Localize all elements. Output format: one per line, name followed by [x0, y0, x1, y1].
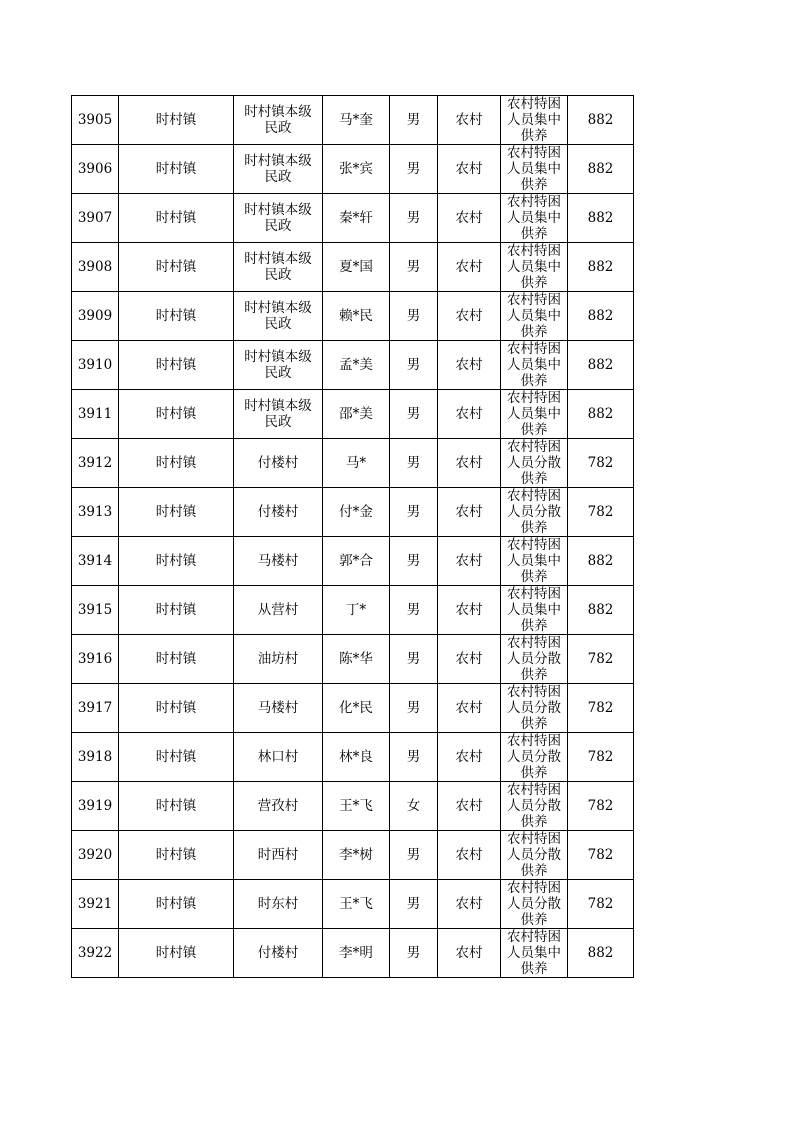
table-row [72, 292, 634, 341]
table-row [72, 488, 634, 537]
town-cell: 时村镇 [119, 390, 234, 439]
town-cell: 时村镇 [119, 782, 234, 831]
category-line: 供养 [520, 716, 548, 732]
category-line: 供养 [520, 128, 548, 144]
area-cell: 农村 [438, 831, 501, 880]
category-line: 农村特困 [507, 243, 561, 259]
unit-cell [234, 684, 323, 733]
town-cell: 时村镇 [119, 341, 234, 390]
name-cell: 付*金 [323, 488, 390, 537]
unit-cell [234, 831, 323, 880]
unit-line: 时村镇本级 [244, 104, 312, 120]
category-cell [501, 831, 568, 880]
category-line: 农村特困 [507, 782, 561, 798]
table-row [72, 684, 634, 733]
name-cell: 陈*华 [323, 635, 390, 684]
category-cell [501, 194, 568, 243]
category-line: 人员集中 [507, 406, 561, 422]
unit-line: 付楼村 [257, 455, 299, 471]
category-line: 人员集中 [507, 161, 561, 177]
table-row [72, 341, 634, 390]
unit-line: 民政 [264, 120, 292, 136]
town-cell: 时村镇 [119, 831, 234, 880]
table-row [72, 390, 634, 439]
unit-line: 民政 [264, 169, 292, 185]
unit-cell [234, 929, 323, 978]
gender-cell: 男 [390, 194, 438, 243]
amount-cell: 782 [568, 635, 634, 684]
unit-cell [234, 733, 323, 782]
unit-line: 民政 [264, 267, 292, 283]
gender-cell: 男 [390, 586, 438, 635]
unit-cell [234, 292, 323, 341]
row-number-cell: 3913 [72, 488, 119, 537]
area-cell: 农村 [438, 243, 501, 292]
gender-cell: 男 [390, 880, 438, 929]
category-line: 农村特困 [507, 194, 561, 210]
row-number-cell: 3906 [72, 145, 119, 194]
gender-cell: 男 [390, 537, 438, 586]
row-number-cell: 3907 [72, 194, 119, 243]
area-cell: 农村 [438, 586, 501, 635]
unit-line: 民政 [264, 414, 292, 430]
category-line: 供养 [520, 275, 548, 291]
unit-line: 时西村 [257, 847, 299, 863]
name-cell: 李*树 [323, 831, 390, 880]
amount-cell: 882 [568, 243, 634, 292]
unit-line: 付楼村 [257, 504, 299, 520]
category-line: 供养 [520, 520, 548, 536]
category-line: 人员分散 [507, 651, 561, 667]
area-cell: 农村 [438, 929, 501, 978]
town-cell: 时村镇 [119, 145, 234, 194]
category-line: 人员集中 [507, 602, 561, 618]
unit-line: 时村镇本级 [244, 153, 312, 169]
area-cell: 农村 [438, 341, 501, 390]
category-cell [501, 145, 568, 194]
gender-cell: 男 [390, 488, 438, 537]
unit-line: 油坊村 [257, 651, 299, 667]
unit-line: 付楼村 [257, 945, 299, 961]
gender-cell: 男 [390, 684, 438, 733]
unit-line: 马楼村 [257, 553, 299, 569]
row-number-cell: 3919 [72, 782, 119, 831]
table-row [72, 439, 634, 488]
name-cell: 孟*美 [323, 341, 390, 390]
row-number-cell: 3914 [72, 537, 119, 586]
amount-cell: 782 [568, 488, 634, 537]
table-row [72, 782, 634, 831]
category-line: 农村特困 [507, 684, 561, 700]
area-cell: 农村 [438, 733, 501, 782]
category-line: 人员分散 [507, 700, 561, 716]
area-cell: 农村 [438, 635, 501, 684]
unit-cell [234, 243, 323, 292]
data-table [71, 95, 634, 978]
unit-line: 时村镇本级 [244, 398, 312, 414]
town-cell: 时村镇 [119, 880, 234, 929]
table-row [72, 880, 634, 929]
category-line: 供养 [520, 422, 548, 438]
name-cell: 赖*民 [323, 292, 390, 341]
category-cell [501, 96, 568, 145]
name-cell: 马* [323, 439, 390, 488]
unit-cell [234, 194, 323, 243]
category-line: 农村特困 [507, 929, 561, 945]
category-line: 农村特困 [507, 390, 561, 406]
town-cell: 时村镇 [119, 684, 234, 733]
table-row [72, 635, 634, 684]
area-cell: 农村 [438, 488, 501, 537]
category-line: 人员集中 [507, 112, 561, 128]
table-row [72, 831, 634, 880]
category-line: 供养 [520, 667, 548, 683]
row-number-cell: 3911 [72, 390, 119, 439]
town-cell: 时村镇 [119, 194, 234, 243]
gender-cell: 男 [390, 96, 438, 145]
unit-line: 从营村 [257, 602, 299, 618]
category-line: 供养 [520, 765, 548, 781]
amount-cell: 882 [568, 390, 634, 439]
area-cell: 农村 [438, 292, 501, 341]
category-line: 人员分散 [507, 798, 561, 814]
gender-cell: 男 [390, 243, 438, 292]
category-line: 人员集中 [507, 553, 561, 569]
gender-cell: 男 [390, 733, 438, 782]
category-line: 农村特困 [507, 537, 561, 553]
category-line: 农村特困 [507, 488, 561, 504]
town-cell: 时村镇 [119, 586, 234, 635]
row-number-cell: 3916 [72, 635, 119, 684]
town-cell: 时村镇 [119, 929, 234, 978]
amount-cell: 782 [568, 439, 634, 488]
name-cell: 王*飞 [323, 880, 390, 929]
table-row [72, 929, 634, 978]
name-cell: 马*奎 [323, 96, 390, 145]
row-number-cell: 3912 [72, 439, 119, 488]
category-line: 供养 [520, 373, 548, 389]
category-cell [501, 782, 568, 831]
unit-cell [234, 635, 323, 684]
town-cell: 时村镇 [119, 439, 234, 488]
table-row [72, 145, 634, 194]
category-line: 人员集中 [507, 357, 561, 373]
category-line: 农村特困 [507, 341, 561, 357]
category-cell [501, 586, 568, 635]
area-cell: 农村 [438, 439, 501, 488]
category-cell [501, 733, 568, 782]
row-number-cell: 3921 [72, 880, 119, 929]
name-cell: 王*飞 [323, 782, 390, 831]
unit-line: 营孜村 [257, 798, 299, 814]
table-row [72, 243, 634, 292]
category-line: 供养 [520, 226, 548, 242]
amount-cell: 882 [568, 194, 634, 243]
name-cell: 化*民 [323, 684, 390, 733]
gender-cell: 男 [390, 145, 438, 194]
category-line: 人员集中 [507, 945, 561, 961]
unit-line: 林口村 [257, 749, 299, 765]
name-cell: 邵*美 [323, 390, 390, 439]
row-number-cell: 3915 [72, 586, 119, 635]
unit-cell [234, 488, 323, 537]
category-line: 农村特困 [507, 292, 561, 308]
category-cell [501, 929, 568, 978]
amount-cell: 882 [568, 586, 634, 635]
table-row [72, 194, 634, 243]
unit-line: 马楼村 [257, 700, 299, 716]
category-line: 农村特困 [507, 880, 561, 896]
category-line: 人员分散 [507, 847, 561, 863]
unit-cell [234, 537, 323, 586]
category-line: 农村特困 [507, 586, 561, 602]
category-line: 农村特困 [507, 145, 561, 161]
gender-cell: 男 [390, 439, 438, 488]
town-cell: 时村镇 [119, 243, 234, 292]
category-cell [501, 341, 568, 390]
unit-cell [234, 145, 323, 194]
name-cell: 郭*合 [323, 537, 390, 586]
table-row [72, 586, 634, 635]
category-line: 供养 [520, 177, 548, 193]
unit-cell [234, 439, 323, 488]
unit-cell [234, 782, 323, 831]
town-cell: 时村镇 [119, 537, 234, 586]
row-number-cell: 3918 [72, 733, 119, 782]
gender-cell: 女 [390, 782, 438, 831]
amount-cell: 782 [568, 880, 634, 929]
category-line: 人员集中 [507, 259, 561, 275]
row-number-cell: 3920 [72, 831, 119, 880]
category-line: 人员集中 [507, 210, 561, 226]
category-line: 供养 [520, 961, 548, 977]
row-number-cell: 3908 [72, 243, 119, 292]
table-row [72, 96, 634, 145]
category-line: 农村特困 [507, 635, 561, 651]
category-line: 供养 [520, 863, 548, 879]
name-cell: 林*良 [323, 733, 390, 782]
amount-cell: 782 [568, 831, 634, 880]
category-line: 供养 [520, 618, 548, 634]
category-line: 人员分散 [507, 504, 561, 520]
town-cell: 时村镇 [119, 96, 234, 145]
category-line: 人员分散 [507, 749, 561, 765]
amount-cell: 882 [568, 96, 634, 145]
amount-cell: 882 [568, 292, 634, 341]
gender-cell: 男 [390, 341, 438, 390]
category-line: 供养 [520, 912, 548, 928]
amount-cell: 782 [568, 684, 634, 733]
unit-line: 民政 [264, 365, 292, 381]
category-cell [501, 439, 568, 488]
town-cell: 时村镇 [119, 488, 234, 537]
row-number-cell: 3922 [72, 929, 119, 978]
category-cell [501, 390, 568, 439]
unit-cell [234, 96, 323, 145]
unit-line: 民政 [264, 316, 292, 332]
category-line: 供养 [520, 569, 548, 585]
area-cell: 农村 [438, 145, 501, 194]
table-body [72, 96, 634, 978]
amount-cell: 882 [568, 929, 634, 978]
amount-cell: 882 [568, 537, 634, 586]
table-row [72, 733, 634, 782]
category-line: 供养 [520, 471, 548, 487]
area-cell: 农村 [438, 782, 501, 831]
category-line: 农村特困 [507, 96, 561, 112]
name-cell: 秦*轩 [323, 194, 390, 243]
gender-cell: 男 [390, 929, 438, 978]
category-cell [501, 243, 568, 292]
category-line: 农村特困 [507, 831, 561, 847]
name-cell: 夏*国 [323, 243, 390, 292]
area-cell: 农村 [438, 390, 501, 439]
amount-cell: 882 [568, 341, 634, 390]
unit-line: 时东村 [257, 896, 299, 912]
town-cell: 时村镇 [119, 635, 234, 684]
amount-cell: 882 [568, 145, 634, 194]
category-line: 农村特困 [507, 733, 561, 749]
category-cell [501, 292, 568, 341]
gender-cell: 男 [390, 390, 438, 439]
category-cell [501, 880, 568, 929]
category-cell [501, 488, 568, 537]
gender-cell: 男 [390, 831, 438, 880]
area-cell: 农村 [438, 880, 501, 929]
table-row [72, 537, 634, 586]
unit-line: 时村镇本级 [244, 349, 312, 365]
unit-line: 时村镇本级 [244, 251, 312, 267]
row-number-cell: 3909 [72, 292, 119, 341]
town-cell: 时村镇 [119, 733, 234, 782]
category-line: 供养 [520, 324, 548, 340]
area-cell: 农村 [438, 194, 501, 243]
name-cell: 李*明 [323, 929, 390, 978]
amount-cell: 782 [568, 733, 634, 782]
town-cell: 时村镇 [119, 292, 234, 341]
category-line: 人员集中 [507, 308, 561, 324]
gender-cell: 男 [390, 292, 438, 341]
category-cell [501, 684, 568, 733]
amount-cell: 782 [568, 782, 634, 831]
row-number-cell: 3910 [72, 341, 119, 390]
category-cell [501, 635, 568, 684]
category-cell [501, 537, 568, 586]
unit-cell [234, 586, 323, 635]
name-cell: 丁* [323, 586, 390, 635]
area-cell: 农村 [438, 96, 501, 145]
gender-cell: 男 [390, 635, 438, 684]
row-number-cell: 3917 [72, 684, 119, 733]
unit-cell [234, 341, 323, 390]
category-line: 供养 [520, 814, 548, 830]
category-line: 人员分散 [507, 896, 561, 912]
unit-line: 时村镇本级 [244, 202, 312, 218]
name-cell: 张*宾 [323, 145, 390, 194]
category-line: 人员分散 [507, 455, 561, 471]
unit-line: 民政 [264, 218, 292, 234]
unit-cell [234, 390, 323, 439]
unit-line: 时村镇本级 [244, 300, 312, 316]
area-cell: 农村 [438, 537, 501, 586]
area-cell: 农村 [438, 684, 501, 733]
row-number-cell: 3905 [72, 96, 119, 145]
category-line: 农村特困 [507, 439, 561, 455]
unit-cell [234, 880, 323, 929]
